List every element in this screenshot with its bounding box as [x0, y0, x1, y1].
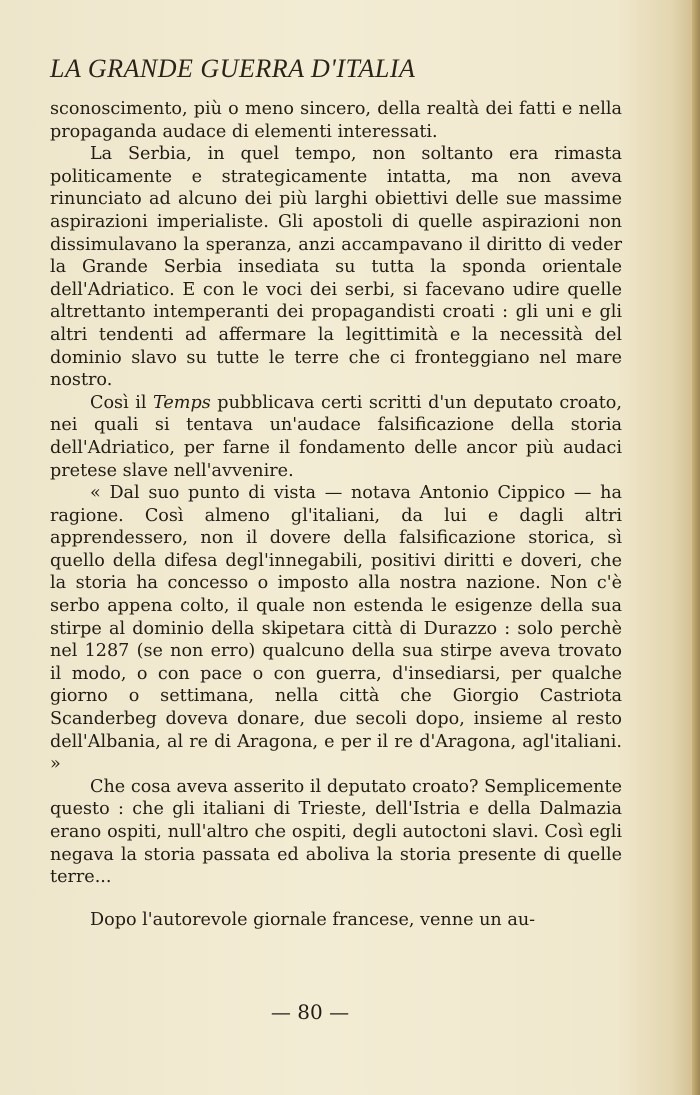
paragraph-2: La Serbia, in quel tempo, non soltanto era rimasta politicamente e strategicamente intatta, ma non aveva rinunciato ad alcuno dei più larghi obiettivi delle sue massime aspirazioni imperialiste. Gli apostoli di quelle aspirazioni non dissimulavano la speranza, anzi accampavano il diritto di veder la Grande Serbia insediata su tutta la sponda orientale dell'Adriatico. E con le voci dei serbi, si facevano udire quelle altrettanto intemperanti dei propagandisti croati : gli uni e gli altri tendenti ad affermare la legittimità e la necessità del dominio slavo su tutte le terre che ci fronteggiano nel mare nostro.: [50, 144, 622, 391]
paragraph-3-end: pubblicava certi scritti d'un deputato croato, nei quali si tentava un'audace falsificazione della storia dell'Adriatico, per farne il fondamento delle ancor più audaci pretese slave nell'avvenire.: [50, 392, 622, 481]
paragraph-6: Dopo l'autorevole giornale francese, venne un au-: [90, 909, 536, 930]
paragraph-3: [50, 392, 622, 482]
paragraph-1: sconoscimento, più o meno sincero, della realtà dei fatti e nella propaganda audace di elementi interessati.: [50, 99, 622, 142]
running-header: LA GRANDE GUERRA D'ITALIA: [50, 54, 416, 83]
page-number: — 80 —: [270, 1000, 350, 1024]
paragraph-3-start: Così il: [90, 392, 154, 413]
body-text: [50, 98, 622, 931]
page-edge: [692, 0, 700, 1095]
temps-title: Temps: [153, 392, 211, 413]
paragraph-4-quote: « Dal suo punto di vista — notava Antonio Cippico — ha ragione. Così almeno gl'italiani, da lui e dagli altri apprendessero, non il dovere della falsificazione storica, sì quello della difesa degl'innegabili, positivi diritti e doveri, che la storia ha concesso o imposto alla nostra nazione. Non c'è serbo appena colto, il quale non estenda le esigenze della sua stirpe al dominio della skipetara città di Durazzo : solo perchè nel 1287 (se non erro) qualcuno della sua stirpe aveva trovato il modo, o con pace o con guerra, d'insediarsi, per qualche giorno o settimana, nella città che Giorgio Castriota Scanderbeg doveva donare, due secoli dopo, insieme al resto dell'Albania, al re di Aragona, e per il re d'Aragona, agl'italiani. »: [50, 483, 622, 775]
paragraph-5: Che cosa aveva asserito il deputato croato? Semplicemente questo : che gli italiani di Trieste, dell'Istria e della Dalmazia erano ospiti, null'altro che ospiti, degli autoctoni slavi. Così egli negava la storia passata ed aboliva la storia presente di quelle terre...: [50, 776, 622, 888]
